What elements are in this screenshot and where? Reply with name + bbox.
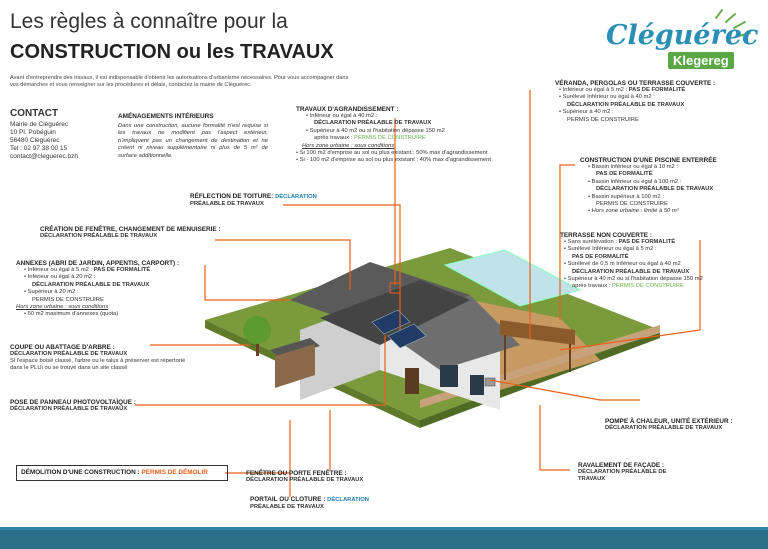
- fenetre-porte-heading: FENÊTRE OU PORTE FENÊTRE :: [246, 470, 347, 477]
- portail-section: [250, 496, 410, 512]
- agrandissement-section: [296, 106, 521, 165]
- coupe-a: DÉCLARATION PRÉALABLE DE TRAVAUX: [10, 351, 128, 357]
- tree: [243, 316, 271, 344]
- photovoltaique-heading: POSE DE PANNEAU PHOTOVOLTAÏQUE :: [10, 399, 136, 406]
- piscine-l6: PERMIS DE CONSTRUIRE: [596, 201, 668, 208]
- agrandissement-l3: • Supérieur à 40 m2 ou si l'habitation dépasse 150 m2: [306, 128, 521, 135]
- veranda-heading: VÉRANDA, PERGOLAS OU TERRASSE COUVERTE :: [555, 80, 716, 87]
- agrandissement-l4b: PERMIS DE CONSTRUIRE: [353, 135, 426, 142]
- piscine-l2: PAS DE FORMALITÉ: [596, 171, 653, 178]
- toiture-section: [190, 193, 350, 209]
- piscine-l7: • Hors zone urbaine : limité à 50 m²: [588, 208, 760, 215]
- annexes-l6: Hors zone urbaine : sous conditions: [16, 304, 109, 311]
- coupe-section: [10, 344, 195, 372]
- fenetre-menuiserie-heading: CRÉATION DE FENÊTRE, CHANGEMENT DE MENUISERIE :: [40, 226, 221, 233]
- annexes-l1: [24, 267, 216, 274]
- pompe-section: [605, 418, 765, 432]
- veranda-l1a: Inférieur ou égal à 5 m2 :: [562, 87, 629, 93]
- coupe-b: Si l'espace boisé classé, l'arbre ou le talus à préserver est répertorié dans le PLUi ou se trouve dans un site classé: [10, 358, 186, 371]
- agrandissement-l2: DÉCLARATION PRÉALABLE DE TRAVAUX: [314, 120, 432, 127]
- contact-line: 10 Pl. Pobéguin: [10, 129, 56, 136]
- veranda-l5: PERMIS DE CONSTRUIRE: [567, 116, 639, 123]
- agrandissement-l4: [314, 135, 521, 142]
- toiture-a: DÉCLARATION: [275, 194, 317, 200]
- terrasse-l2: • Surélevé Inférieur ou égal à 5 m2 :: [564, 246, 760, 253]
- annexes-l2: • Inférieur ou égal à 20 m2 :: [24, 274, 216, 281]
- fenetre-porte-section: [246, 470, 426, 484]
- photovoltaique-section: [10, 399, 190, 413]
- demolition-heading: DÉMOLITION D'UNE CONSTRUCTION :: [21, 469, 142, 476]
- annexes-l1b: PAS DE FORMALITÉ: [93, 267, 151, 273]
- pompe-heading: POMPE À CHALEUR, UNITÉ EXTÉRIEUR :: [605, 418, 733, 425]
- terrasse-section: [560, 232, 760, 291]
- terrasse-l1a: Sans surélévation :: [567, 239, 619, 245]
- intro-text: Avant d'entreprendre des travaux, il est indispensable d'obtenir les autorisations d'urbanisme nécessaires. Pour vous accompagner dans vos démarches et vous renseigner sur les procédures et délais, contactez la mairie de Cléguérec.: [10, 75, 349, 88]
- ravalement-b: TRAVAUX: [578, 476, 606, 483]
- fenetre-porte-a: DÉCLARATION PRÉALABLE DE TRAVAUX: [246, 477, 364, 483]
- door: [405, 368, 419, 394]
- ravalement-section: [578, 462, 738, 484]
- toiture-b: PRÉALABLE DE TRAVAUX: [190, 201, 264, 208]
- portail-heading: PORTAIL OU CLOTURE :: [250, 496, 328, 503]
- terrasse-l5: DÉCLARATION PRÉALABLE DE TRAVAUX: [572, 268, 690, 275]
- agrandissement-l7: • Si - 100 m2 d'emprise au sol ou plus existant : 40% max d'agrandissement: [296, 157, 521, 164]
- terrasse-l7a: après travaux :: [572, 283, 612, 290]
- terrasse-l1: [564, 239, 760, 246]
- window: [440, 365, 458, 387]
- portail-a: DÉCLARATION: [327, 497, 369, 503]
- logo-name: Cléguérec: [606, 20, 759, 51]
- piscine-l1: • Bassin inférieur ou égal à 10 m2 :: [588, 164, 760, 171]
- terrasse-l3: PAS DE FORMALITÉ: [572, 253, 629, 260]
- veranda-section: [555, 80, 760, 124]
- piscine-heading: CONSTRUCTION D'UNE PISCINE ENTERRÉE: [580, 157, 717, 164]
- ravalement-heading: RAVALEMENT DE FAÇADE :: [578, 462, 665, 469]
- piscine-l3: • Bassin inférieur ou égal à 100 m2 :: [588, 179, 760, 186]
- agrandissement-l1: • Inférieur ou égal à 40 m2 :: [306, 113, 521, 120]
- window: [470, 375, 484, 395]
- agrandissement-l4a: après travaux :: [314, 135, 354, 142]
- agrandissement-l6: • Si 100 m2 d'emprise au sol ou plus existant : 50% max d'agrandissement: [296, 150, 521, 157]
- veranda-l2: • Surélevé Inférieur ou égal à 40 m2 :: [559, 94, 760, 101]
- terrasse-l6: • Supérieur à 40 m2 ou si l'habitation dépasse 150 m2: [564, 276, 760, 283]
- amenagements-text: Dans une construction, aucune formalité n'est requise si les travaux ne modifient pas l'aspect extérieur, n'impliquent pas un changement de destination et ne créent ni niveau supplémentaire ni plus de 5 m² de surface additionnelle.: [118, 123, 268, 159]
- contact-phone: Tel : 02 97 38 00 15: [10, 145, 68, 152]
- page-title-line1: Les règles à connaître pour la: [10, 10, 288, 33]
- demolition-a: PERMIS DE DÉMOLIR: [141, 469, 208, 476]
- agrandissement-l5: Hors zone urbaine : sous conditions: [302, 142, 395, 149]
- annexes-l1a: Inférieur ou égal à 5 m2 :: [27, 267, 94, 273]
- fenetre-menuiserie-section: [40, 226, 240, 240]
- terrasse-l4: • Surélevé de 0,5 m Inférieur ou égal à 40 m2: [564, 261, 760, 268]
- veranda-l4: • Supérieur à 40 m2 :: [559, 109, 760, 116]
- veranda-l1: [559, 87, 760, 94]
- coupe-heading: COUPE OU ABATTAGE D'ARBRE :: [10, 344, 115, 351]
- annexes-heading: ANNEXES (ABRI DE JARDIN, APPENTIS, CARPORT) :: [16, 260, 180, 267]
- fenetre-menuiserie-a: DÉCLARATION PRÉALABLE DE TRAVAUX: [40, 233, 158, 239]
- logo-breton: Klegereg: [668, 52, 734, 69]
- piscine-section: [580, 157, 760, 216]
- annexes-l4: • Supérieur à 20 m2 :: [24, 289, 216, 296]
- annexes-l5: PERMIS DE CONSTRUIRE: [32, 296, 104, 303]
- contact-heading: CONTACT: [10, 108, 59, 119]
- ravalement-a: DÉCLARATION PRÉALABLE DE: [578, 469, 667, 475]
- terrasse-heading: TERRASSE NON COUVERTE :: [560, 232, 652, 239]
- demolition-box: [16, 465, 228, 481]
- amenagements-heading: AMÉNAGEMENTS INTÉRIEURS: [118, 113, 214, 120]
- veranda-l1b: PAS DE FORMALITÉ: [628, 87, 686, 93]
- terrasse-l1b: PAS DE FORMALITÉ: [618, 239, 676, 245]
- annexes-l3: DÉCLARATION PRÉALABLE DE TRAVAUX: [32, 281, 150, 288]
- annexes-section: [16, 260, 216, 319]
- pompe-a: DÉCLARATION PRÉALABLE DE TRAVAUX: [605, 425, 723, 431]
- photovoltaique-a: DÉCLARATION PRÉALABLE DE TRAVAUX: [10, 406, 128, 412]
- piscine-l4: DÉCLARATION PRÉALABLE DE TRAVAUX: [596, 186, 714, 193]
- agrandissement-heading: TRAVAUX D'AGRANDISSEMENT :: [296, 106, 399, 113]
- contact-line: Mairie de Cléguérec: [10, 121, 69, 128]
- annexes-l7: • 50 m2 maximum d'annexes (quota): [24, 311, 216, 318]
- heat-pump: [485, 378, 495, 386]
- page-title-line2: CONSTRUCTION ou les TRAVAUX: [10, 41, 334, 63]
- contact-line: 56480 Cléguérec: [10, 137, 60, 144]
- terrasse-l7b: PERMIS DE CONSTRUIRE: [611, 283, 684, 290]
- contact-email[interactable]: contact@cleguerec.bzh: [10, 153, 79, 160]
- piscine-l5: • Bassin supérieur à 100 m2 :: [588, 194, 760, 201]
- portail-b: PRÉALABLE DE TRAVAUX: [250, 504, 324, 511]
- toiture-heading: RÉFLECTION DE TOITURE:: [190, 193, 276, 200]
- veranda-l3: DÉCLARATION PRÉALABLE DE TRAVAUX: [567, 101, 685, 108]
- terrasse-l7: [572, 283, 760, 290]
- footer-bar: [0, 530, 768, 549]
